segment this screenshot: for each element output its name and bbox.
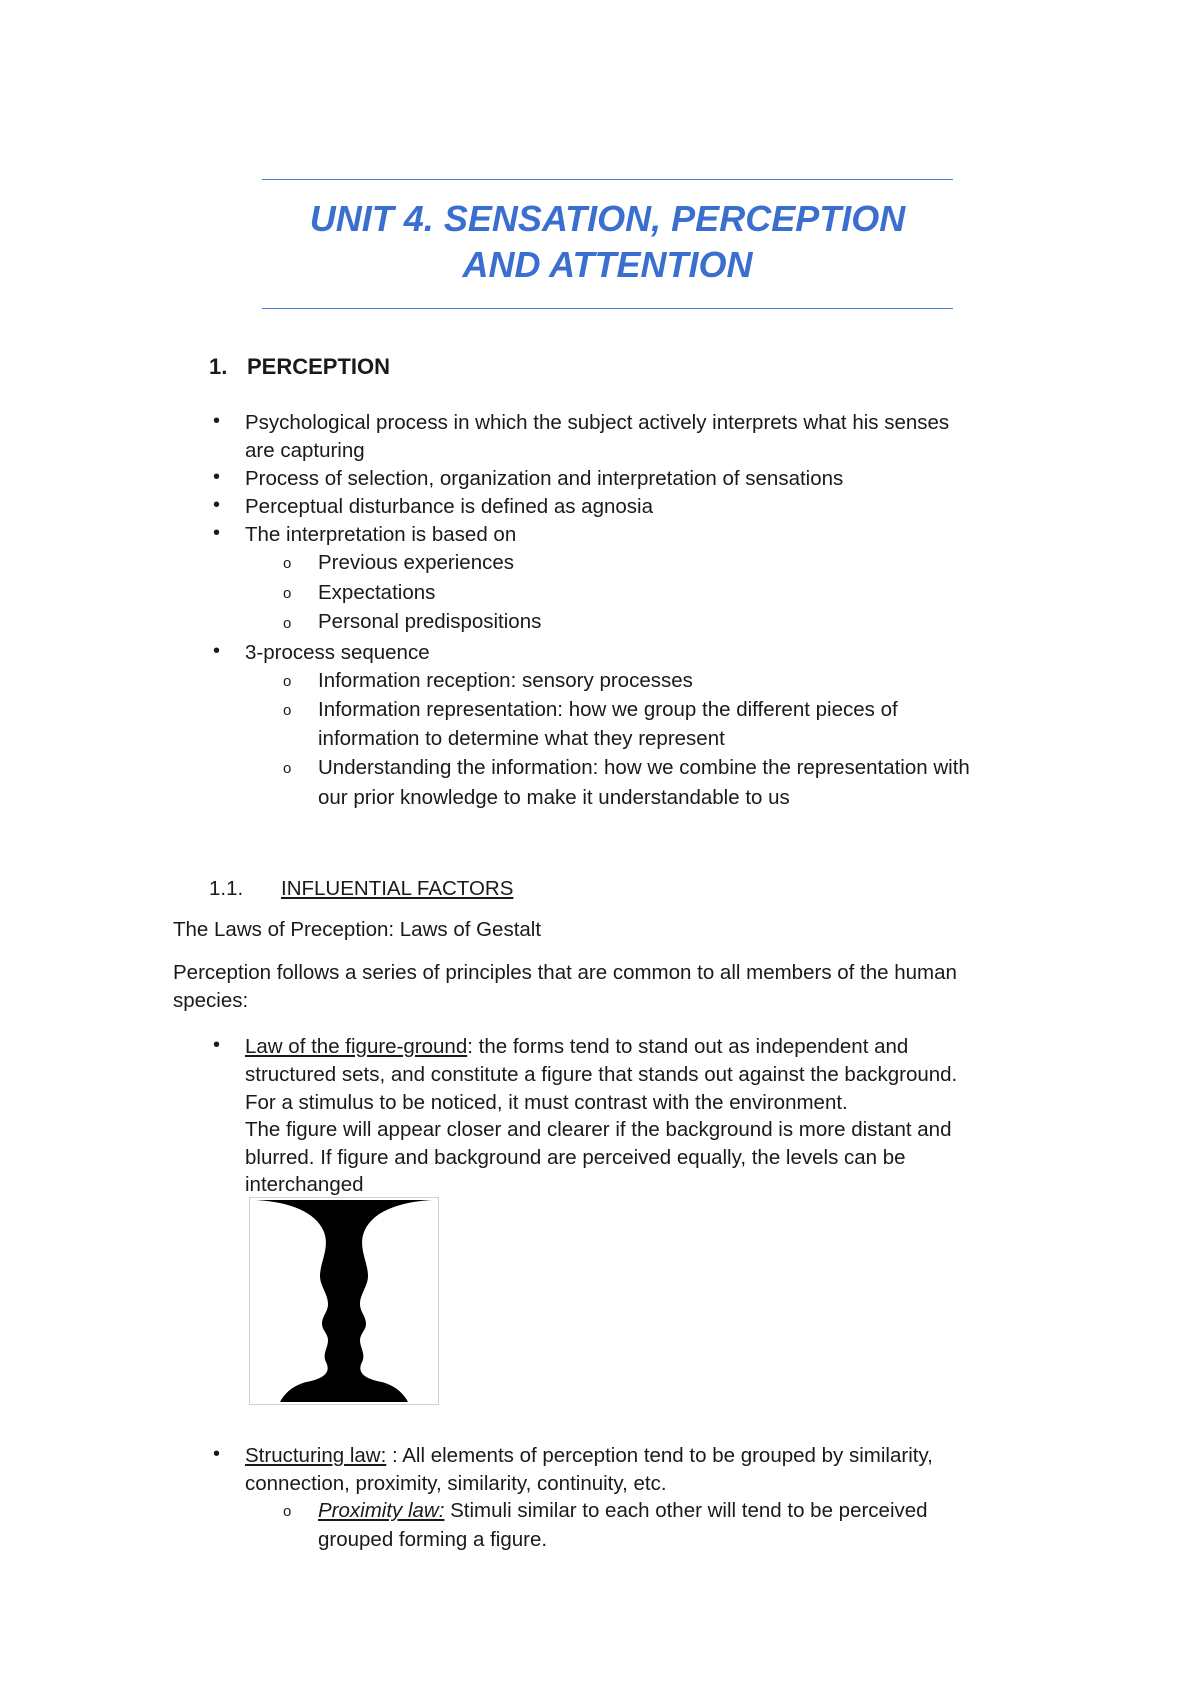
sub-bullet-text-continued: our prior knowledge to make it understandable to us — [318, 786, 790, 809]
figure-ground-line: interchanged — [245, 1173, 364, 1196]
bullet-icon: • — [213, 494, 221, 516]
vase-faces-illustration — [250, 1198, 438, 1404]
structuring-label: Structuring law: — [245, 1444, 387, 1467]
bullet-text: Perceptual disturbance is defined as agnosia — [245, 495, 653, 518]
figure-ground-line: For a stimulus to be noticed, it must contrast with the environment. — [245, 1091, 848, 1114]
proximity-text: Stimuli similar to each other will tend to be perceived — [444, 1499, 928, 1522]
intro-paragraph-line-2: species: — [173, 989, 249, 1012]
sub-bullet-text: Understanding the information: how we combine the representation with — [318, 756, 970, 779]
sub-bullet-icon: o — [283, 760, 292, 777]
rubin-vase-image — [249, 1197, 439, 1405]
figure-ground-line: structured sets, and constitute a figure that stands out against the background. — [245, 1063, 958, 1086]
bullet-icon: • — [213, 410, 221, 432]
figure-ground-line: blurred. If figure and background are perceived equally, the levels can be — [245, 1146, 906, 1169]
bullet-text: The interpretation is based on — [245, 523, 517, 546]
bullet-text: Psychological process in which the subject actively interprets what his senses — [245, 411, 950, 434]
section-number: 1. — [209, 354, 228, 379]
intro-paragraph-line-1: Perception follows a series of principles that are common to all members of the human — [173, 961, 957, 984]
sub-bullet-text: Personal predispositions — [318, 610, 542, 633]
sub-bullet-text: Information representation: how we group the different pieces of — [318, 698, 898, 721]
section-heading-perception — [209, 354, 390, 380]
structuring-line-2: connection, proximity, similarity, continuity, etc. — [245, 1472, 667, 1495]
bullet-icon: • — [213, 522, 221, 544]
laws-title: The Laws of Preception: Laws of Gestalt — [173, 918, 542, 941]
document-title — [262, 196, 953, 288]
sub-bullet-text: Previous experiences — [318, 551, 514, 574]
proximity-line-2: grouped forming a figure. — [318, 1528, 548, 1551]
bullet-text-continued: are capturing — [245, 439, 365, 462]
proximity-label: Proximity law: — [318, 1499, 445, 1522]
figure-ground-label: Law of the figure-ground — [245, 1035, 468, 1058]
figure-ground-line-1 — [245, 1033, 908, 1061]
structuring-text: : All elements of perception tend to be grouped by similarity, — [386, 1444, 933, 1467]
title-line-2: AND ATTENTION — [462, 244, 753, 285]
section-title: PERCEPTION — [247, 354, 391, 379]
title-rule-bottom — [262, 308, 953, 309]
figure-ground-line: The figure will appear closer and clearer if the background is more distant and — [245, 1118, 952, 1141]
sub-bullet-icon: o — [283, 555, 292, 572]
bullet-icon: • — [213, 1443, 221, 1465]
sub-bullet-text: Expectations — [318, 581, 436, 604]
sub-bullet-text-continued: information to determine what they represent — [318, 727, 725, 750]
sub-bullet-icon: o — [283, 615, 292, 632]
bullet-icon: • — [213, 1034, 221, 1056]
title-line-1: UNIT 4. SENSATION, PERCEPTION — [309, 198, 906, 239]
sub-bullet-icon: o — [283, 702, 292, 719]
title-rule-top — [262, 179, 953, 180]
bullet-text: 3-process sequence — [245, 641, 430, 664]
subsection-number: 1.1. — [209, 877, 244, 900]
structuring-line-1 — [245, 1442, 933, 1470]
sub-bullet-icon: o — [283, 1503, 292, 1520]
proximity-line-1 — [318, 1497, 928, 1525]
figure-ground-text: : the forms tend to stand out as independent and — [467, 1035, 909, 1058]
sub-bullet-icon: o — [283, 673, 292, 690]
bullet-icon: • — [213, 466, 221, 488]
bullet-text: Process of selection, organization and interpretation of sensations — [245, 467, 844, 490]
sub-bullet-text: Information reception: sensory processes — [318, 669, 693, 692]
sub-bullet-icon: o — [283, 585, 292, 602]
subsection-heading: INFLUENTIAL FACTORS — [281, 877, 514, 900]
bullet-icon: • — [213, 640, 221, 662]
